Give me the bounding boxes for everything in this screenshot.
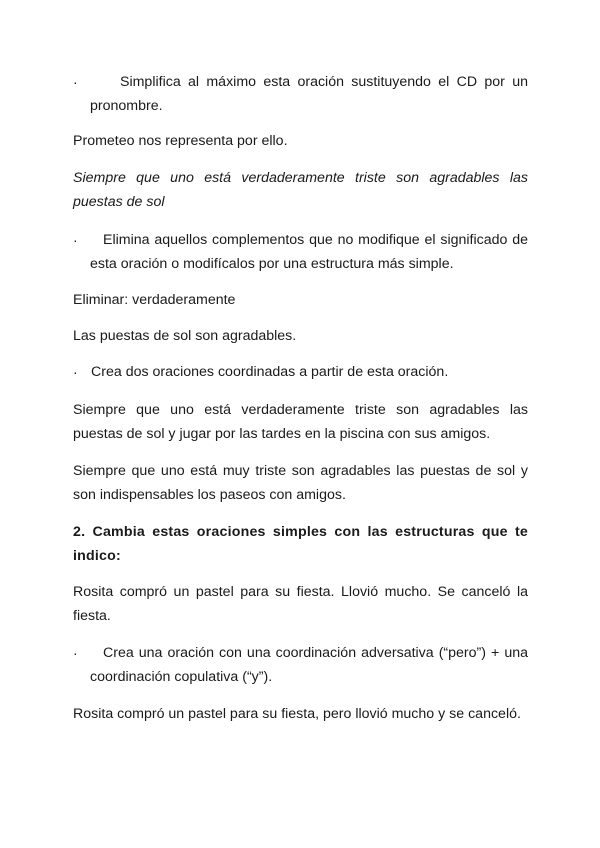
instruction-text: Crea una oración con una coordinación adversativa (“pero”) + una coordinación copulativa (“y”). [90, 645, 528, 685]
instruction-bullet-coordinate [73, 360, 528, 384]
instruction-bullet-eliminate [73, 228, 528, 276]
instruction-text: Crea dos oraciones coordinadas a partir de esta oración. [91, 364, 449, 380]
answer-paragraph: Siempre que uno está verdaderamente triste son agradables las puestas de sol y jugar por las tardes en la piscina con sus amigos. [73, 402, 528, 442]
bullet-dot: · [73, 232, 78, 248]
answer-paragraph: Rosita compró un pastel para su fiesta, pero llovió mucho y se canceló. [73, 706, 521, 722]
instruction-bullet-simplify [73, 70, 528, 118]
answer-paragraph: Las puestas de sol son agradables. [73, 328, 297, 344]
bullet-dot: · [73, 74, 78, 90]
example-sentence: Siempre que uno está verdaderamente triste son agradables las puestas de sol [73, 170, 528, 210]
instruction-text: Elimina aquellos complementos que no modifique el significado de esta oración o modifícalos por una estructura más simple. [90, 232, 528, 272]
bullet-dot: · [73, 364, 78, 380]
instruction-bullet-adversative [73, 641, 528, 689]
answer-paragraph: Prometeo nos representa por ello. [73, 133, 288, 149]
answer-paragraph: Eliminar: verdaderamente [73, 292, 236, 308]
answer-paragraph: Siempre que uno está muy triste son agradables las puestas de sol y son indispensables los paseos con amigos. [73, 463, 528, 503]
exercise-sentences: Rosita compró un pastel para su fiesta. Llovió mucho. Se canceló la fiesta. [73, 584, 528, 624]
section-heading: 2. Cambia estas oraciones simples con las estructuras que te indico: [73, 524, 528, 564]
bullet-dot: · [73, 645, 78, 661]
instruction-text: Simplifica al máximo esta oración sustituyendo el CD por un pronombre. [90, 74, 528, 114]
